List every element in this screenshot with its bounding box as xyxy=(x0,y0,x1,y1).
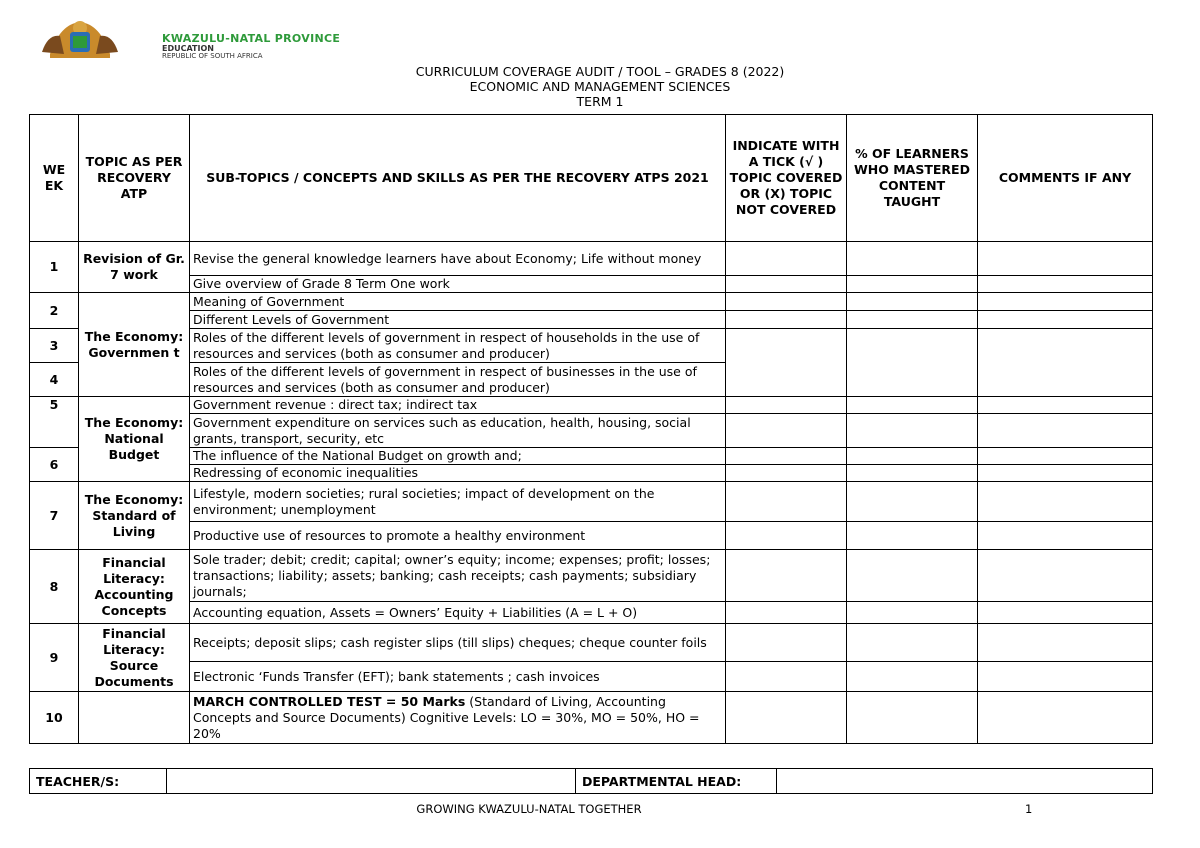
footer-slogan: GROWING KWAZULU-NATAL TOGETHER xyxy=(416,802,642,816)
comment-cell[interactable] xyxy=(978,602,1153,624)
subtopic-cell: Receipts; deposit slips; cash register slips (till slips) cheques; cheque counter foils xyxy=(190,624,726,662)
header-indicate: INDICATE WITH A TICK (√ ) TOPIC COVERED OR (X) TOPIC NOT COVERED xyxy=(726,115,847,242)
table-row xyxy=(30,522,1153,550)
table-row xyxy=(30,397,1153,414)
subtopic-cell: Give overview of Grade 8 Term One work xyxy=(190,276,726,293)
header-topic: TOPIC AS PER RECOVERY ATP xyxy=(79,115,190,242)
comment-cell[interactable] xyxy=(978,329,1153,397)
topic-cell: The Economy: National Budget xyxy=(79,397,190,482)
page-number: 1 xyxy=(1025,802,1033,816)
percent-cell[interactable] xyxy=(847,311,978,329)
table-row xyxy=(30,482,1153,522)
tick-cell[interactable] xyxy=(726,662,847,692)
tick-cell[interactable] xyxy=(726,397,847,414)
comment-cell[interactable] xyxy=(978,692,1153,744)
percent-cell[interactable] xyxy=(847,465,978,482)
week-number: 9 xyxy=(30,624,79,692)
teacher-field[interactable] xyxy=(167,769,576,794)
tick-cell[interactable] xyxy=(726,550,847,602)
percent-cell[interactable] xyxy=(847,482,978,522)
week-number: 5 xyxy=(30,397,79,448)
subtopic-cell: Electronic ‘Funds Transfer (EFT); bank statements ; cash invoices xyxy=(190,662,726,692)
percent-cell[interactable] xyxy=(847,662,978,692)
tick-cell[interactable] xyxy=(726,276,847,293)
topic-cell: Revision of Gr. 7 work xyxy=(79,242,190,293)
subtopic-cell: Productive use of resources to promote a healthy environment xyxy=(190,522,726,550)
tick-cell[interactable] xyxy=(726,293,847,311)
comment-cell[interactable] xyxy=(978,522,1153,550)
subtopic-cell: Government revenue : direct tax; indirect tax xyxy=(190,397,726,414)
week-number: 6 xyxy=(30,448,79,482)
percent-cell[interactable] xyxy=(847,293,978,311)
header-subtopics: SUB-TOPICS / CONCEPTS AND SKILLS AS PER THE RECOVERY ATPS 2021 xyxy=(190,115,726,242)
comment-cell[interactable] xyxy=(978,414,1153,448)
subtopic-cell: Roles of the different levels of government in respect of households in the use of resources and services (both as consumer and producer) xyxy=(190,329,726,363)
head-field[interactable] xyxy=(777,769,1153,794)
week-number: 10 xyxy=(30,692,79,744)
subtopic-cell: Government expenditure on services such as education, health, housing, social grants, transport, security, etc xyxy=(190,414,726,448)
table-row xyxy=(30,311,1153,329)
comment-cell[interactable] xyxy=(978,465,1153,482)
tick-cell[interactable] xyxy=(726,692,847,744)
percent-cell[interactable] xyxy=(847,624,978,662)
percent-cell[interactable] xyxy=(847,448,978,465)
kzn-logo xyxy=(30,14,390,62)
week-number: 3 xyxy=(30,329,79,363)
tick-cell[interactable] xyxy=(726,602,847,624)
table-row xyxy=(30,624,1153,662)
subtopic-cell: The influence of the National Budget on growth and; xyxy=(190,448,726,465)
week-number: 2 xyxy=(30,293,79,329)
tick-cell[interactable] xyxy=(726,482,847,522)
tick-cell[interactable] xyxy=(726,311,847,329)
header-percent: % OF LEARNERS WHO MASTERED CONTENT TAUGHT xyxy=(847,115,978,242)
week-number: 4 xyxy=(30,363,79,397)
signoff-table xyxy=(29,768,1153,794)
table-row xyxy=(30,293,1153,311)
comment-cell[interactable] xyxy=(978,242,1153,276)
comment-cell[interactable] xyxy=(978,276,1153,293)
head-label: DEPARTMENTAL HEAD: xyxy=(576,769,777,794)
table-row xyxy=(30,448,1153,465)
tick-cell[interactable] xyxy=(726,465,847,482)
test-details: (Standard of Living, Accounting Concepts and Source Documents) Cognitive Levels: LO = 30%, MO = 50%, HO = 20% xyxy=(193,693,700,741)
tick-cell[interactable] xyxy=(726,414,847,448)
document-title xyxy=(0,64,1200,109)
table-row xyxy=(30,662,1153,692)
percent-cell[interactable] xyxy=(847,522,978,550)
topic-cell: Financial Literacy: Source Documents xyxy=(79,624,190,692)
subtopic-cell: Redressing of economic inequalities xyxy=(190,465,726,482)
tick-cell[interactable] xyxy=(726,448,847,465)
percent-cell[interactable] xyxy=(847,414,978,448)
teacher-label: TEACHER/S: xyxy=(30,769,167,794)
subtopic-cell: Roles of the different levels of government in respect of businesses in the use of resources and services (both as consumer and producer) xyxy=(190,363,726,397)
table-row xyxy=(30,242,1153,276)
percent-cell[interactable] xyxy=(847,397,978,414)
province-name: KWAZULU-NATAL PROVINCE xyxy=(162,32,341,45)
topic-cell xyxy=(79,692,190,744)
table-row xyxy=(30,692,1153,744)
topic-cell: The Economy: Governmen t xyxy=(79,293,190,397)
subtopic-cell: Accounting equation, Assets = Owners’ Equity + Liabilities (A = L + O) xyxy=(190,602,726,624)
header-comments: COMMENTS IF ANY xyxy=(978,115,1153,242)
tick-cell[interactable] xyxy=(726,522,847,550)
percent-cell[interactable] xyxy=(847,242,978,276)
subtopic-cell: Different Levels of Government xyxy=(190,311,726,329)
title-line-1: CURRICULUM COVERAGE AUDIT / TOOL – GRADES 8 (2022) xyxy=(415,64,785,79)
comment-cell[interactable] xyxy=(978,624,1153,662)
tick-cell[interactable] xyxy=(726,624,847,662)
test-cell xyxy=(190,692,726,744)
percent-cell[interactable] xyxy=(847,602,978,624)
comment-cell[interactable] xyxy=(978,482,1153,522)
table-row xyxy=(30,550,1153,602)
week-number: 1 xyxy=(30,242,79,293)
percent-cell[interactable] xyxy=(847,276,978,293)
table-row xyxy=(30,414,1153,448)
coat-of-arms-icon xyxy=(30,14,130,60)
subtopic-cell: Meaning of Government xyxy=(190,293,726,311)
tick-cell[interactable] xyxy=(726,329,847,397)
test-title: MARCH CONTROLLED TEST = 50 Marks xyxy=(193,693,466,709)
comment-cell[interactable] xyxy=(978,662,1153,692)
table-row xyxy=(30,276,1153,293)
header-week: WE EK xyxy=(30,115,79,242)
percent-cell[interactable] xyxy=(847,550,978,602)
week-number: 7 xyxy=(30,482,79,550)
title-line-2: ECONOMIC AND MANAGEMENT SCIENCES xyxy=(469,79,731,94)
header-row xyxy=(30,115,1153,242)
coverage-table xyxy=(29,114,1153,744)
comment-cell[interactable] xyxy=(978,311,1153,329)
topic-cell: The Economy: Standard of Living xyxy=(79,482,190,550)
tick-cell[interactable] xyxy=(726,242,847,276)
comment-cell[interactable] xyxy=(978,293,1153,311)
table-row xyxy=(30,602,1153,624)
topic-cell: Financial Literacy: Accounting Concepts xyxy=(79,550,190,624)
percent-cell[interactable] xyxy=(847,329,978,397)
department-name: EDUCATION xyxy=(162,44,214,53)
subtopic-cell: Revise the general knowledge learners have about Economy; Life without money xyxy=(190,242,726,276)
week-number: 8 xyxy=(30,550,79,624)
comment-cell[interactable] xyxy=(978,397,1153,414)
percent-cell[interactable] xyxy=(847,692,978,744)
table-row xyxy=(30,465,1153,482)
comment-cell[interactable] xyxy=(978,550,1153,602)
table-row xyxy=(30,329,1153,363)
title-line-3: TERM 1 xyxy=(576,94,624,109)
comment-cell[interactable] xyxy=(978,448,1153,465)
subtopic-cell: Sole trader; debit; credit; capital; owner’s equity; income; expenses; profit; losses; transactions; liability; assets; banking; cash receipts; cash payments; subsidiary journals; xyxy=(190,550,726,602)
country-name: REPUBLIC OF SOUTH AFRICA xyxy=(162,52,263,60)
subtopic-cell: Lifestyle, modern societies; rural societies; impact of development on the environment; unemployment xyxy=(190,482,726,522)
